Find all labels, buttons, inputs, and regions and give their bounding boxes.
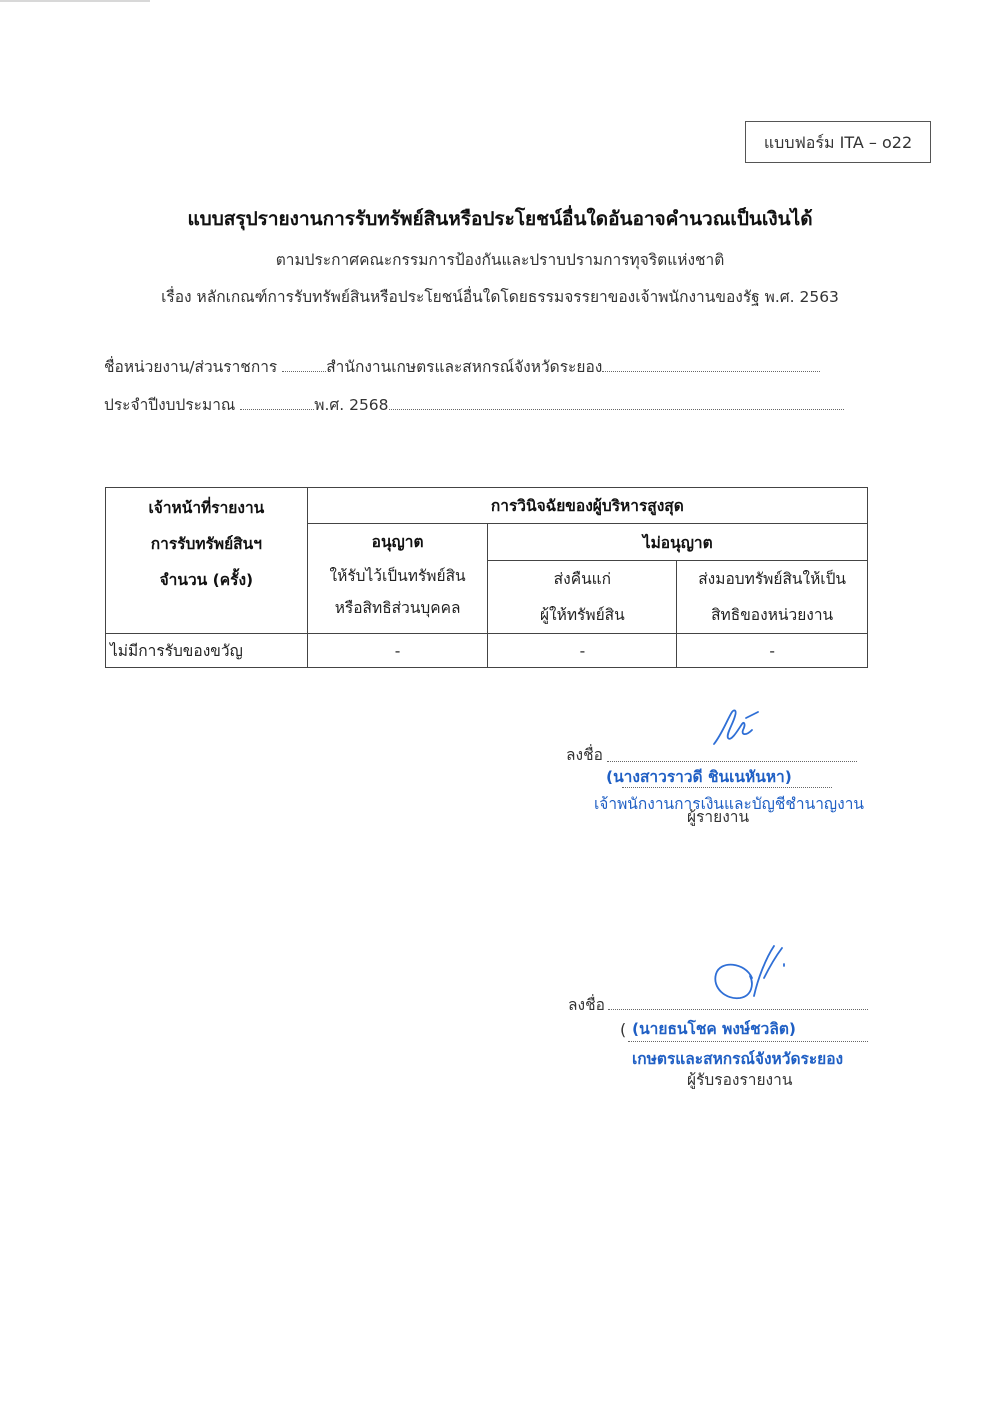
return-header-cell [488,561,677,634]
signer2-role: ผู้รับรองรายงาน [687,1071,793,1089]
fiscal-year-label: ประจำปีงบประมาณ [104,396,236,414]
signature-1-icon [708,704,764,750]
dots [602,357,820,372]
agency-label: ชื่อหน่วยงาน/ส่วนราชการ [104,358,278,376]
scan-edge-mark [0,0,150,2]
transfer-desc-line: สิทธิของหน่วยงาน [711,606,834,624]
signer1-position: เจ้าพนักงานการเงินและบัญชีชำนาญงาน [594,795,865,813]
dots [240,395,314,410]
dots [282,357,326,372]
signer1-role: ผู้รายงาน [687,808,750,826]
reporter-header-cell [106,488,308,634]
approve-desc-line: หรือสิทธิส่วนบุคคล [334,599,461,617]
signer2-name-line [628,1040,868,1042]
signer1-sign-label: ลงชื่อ [566,746,603,764]
signer2-sign-line [608,1008,868,1010]
reporter-header-line: เจ้าหน้าที่รายงาน [148,499,265,517]
gift-report-table [105,487,868,668]
signer2-position: เกษตรและสหกรณ์จังหวัดระยอง [632,1050,844,1068]
signature-2-icon [700,938,790,1018]
signer2-sign-label: ลงชื่อ [568,996,605,1014]
reporter-header-line: จำนวน (ครั้ง) [159,571,254,589]
agency-field [104,354,820,379]
dots [389,395,844,410]
fiscal-year-value: พ.ศ. 2568 [314,396,389,414]
return-desc-line: ส่งคืนแก่ [553,570,612,588]
signer1-name-line [622,786,832,788]
fiscal-year-field [104,392,844,417]
reject-header: ไม่อนุญาต [488,524,868,561]
approve-header: อนุญาต [371,533,424,551]
transfer-desc-line: ส่งมอบทรัพย์สินให้เป็น [698,570,847,588]
signer1-name: (นางสาวราวดี ชินเนหันหา) [606,768,792,786]
subtitle-announcement: ตามประกาศคณะกรรมการป้องกันและปราบปรามการทุจริตแห่งชาติ [275,251,725,269]
signer2-name: (นายธนโชค พงษ์ชวลิต) [632,1020,797,1038]
reporter-cell: ไม่มีการรับของขวัญ [106,634,308,668]
approve-desc-line: ให้รับไว้เป็นทรัพย์สิน [329,567,466,585]
decision-header: การวินิจฉัยของผู้บริหารสูงสุด [307,488,867,524]
document-title: แบบสรุปรายงานการรับทรัพย์สินหรือประโยชน์อื่นใดอันอาจคำนวณเป็นเงินได้ [187,208,813,230]
form-code-box: แบบฟอร์ม ITA – o22 [745,121,931,163]
reporter-header-line: การรับทรัพย์สินฯ [150,535,262,553]
return-desc-line: ผู้ให้ทรัพย์สิน [539,606,625,624]
table-row [106,634,868,668]
agency-value: สำนักงานเกษตรและสหกรณ์จังหวัดระยอง [326,358,603,376]
signer2-open-paren: ( [620,1020,627,1039]
approve-cell: - [307,634,488,668]
subtitle-subject: เรื่อง หลักเกณฑ์การรับทรัพย์สินหรือประโยชน์อื่นใดโดยธรรมจรรยาของเจ้าพนักงานของรัฐ พ.ศ. 2563 [161,288,839,306]
signer1-sign-line [607,760,857,762]
transfer-header-cell [677,561,868,634]
approve-header-cell [307,524,488,634]
return-cell: - [488,634,677,668]
transfer-cell: - [677,634,868,668]
